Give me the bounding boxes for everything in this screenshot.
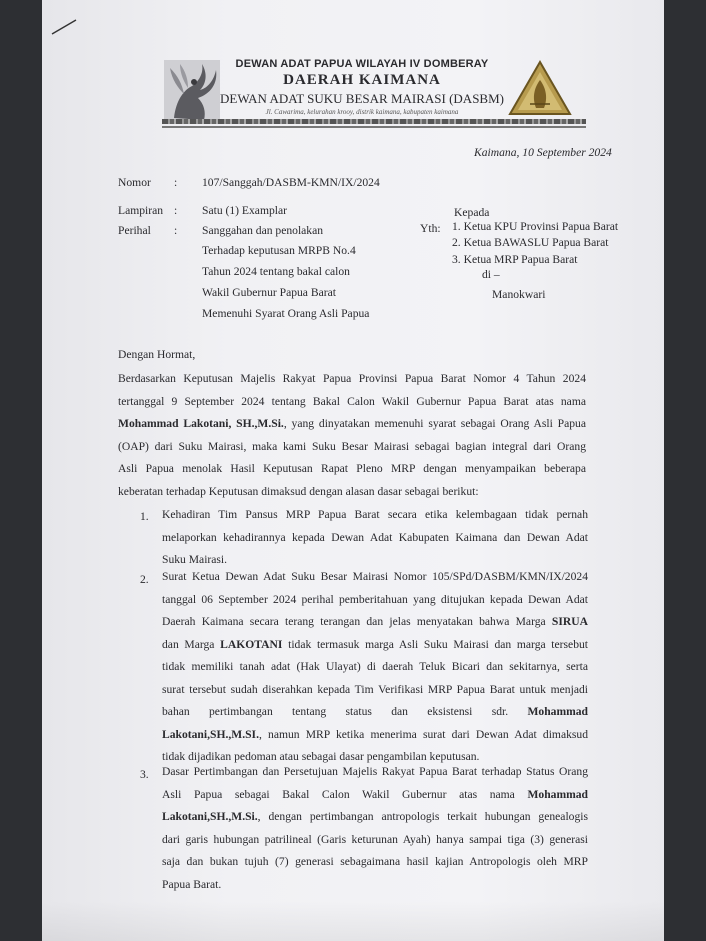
text-line: tidak memiliki tanah adat (Hak Ulayat) di daerah Teluk Bicari dan sekitarnya, serta [162,660,588,673]
text-line: Lakotani,SH.,M.SI., namun MRP ketika menerima surat dari Dewan Adat dimaksud [162,727,588,741]
letterhead-line-2: DAERAH KAIMANA [283,72,441,88]
point-1-paragraph [162,504,588,572]
candidate-name: Lakotani,SH.,M.Si. [162,810,258,823]
letter-date: Kaimana, 10 September 2024 [474,146,612,159]
text-line: Asli Papua menolak Hasil Keputusan Rapat Pleno MRP dengan menyampaikan beberapa [118,462,586,475]
text-line: Surat Ketua Dewan Adat Suku Besar Mairasi Nomor 105/SPd/DASBM/KMN/IX/2024 [162,570,588,583]
point-number: 2. [140,573,149,586]
triangle-emblem-icon [508,60,572,116]
lampiran-label: Lampiran [118,204,164,217]
candidate-name: Lakotani,SH.,M.SI. [162,727,259,741]
text-line: keberatan terhadap Keputusan dimaksud dengan alasan dasar sebagai berikut: [118,484,479,498]
perihal-colon: : [174,224,178,237]
text-line: dari garis hubungan patrilineal (Garis keturunan Ayah) hanya sampai tiga (3) generasi [162,832,588,846]
point-2-paragraph [162,566,588,769]
text-line: Lakotani,SH.,M.Si., dengan pertimbangan antropologis terkait hubungan genealogis [162,810,588,823]
marga-sirua: SIRUA [551,615,588,628]
text-line: Suku Mairasi. [162,553,228,566]
recipient-di: di – [482,268,500,281]
text-line: surat tersebut sudah diserahkan kepada Tim Verifikasi MRP Papua Barat untuk menjadi [162,682,588,696]
pen-stroke-mark [50,10,80,40]
text-line: Berdasarkan Keputusan Majelis Rakyat Papua Provinsi Papua Barat Nomor 4 Tahun 2024 [118,372,586,385]
point-number: 1. [140,510,149,523]
letterhead-line-1: DEWAN ADAT PAPUA WILAYAH IV DOMBERAY [235,58,489,70]
perihal-line: Terhadap keputusan MRPB No.4 [202,244,356,257]
text-line: Dasar Pertimbangan dan Persetujuan Majelis Rakyat Papua Barat terhadap Status Orang [162,765,588,778]
letter-page [42,0,664,941]
nomor-label: Nomor [118,176,151,189]
text-line: saja dan bukan tujuh (7) generasi sebagaimana hasil kajian Antropologis oleh MRP [162,855,588,868]
text-line: Asli Papua sebagai Bakal Calon Wakil Gubernur atas nama Mohammad [162,787,588,801]
intro-paragraph [118,368,586,503]
letterhead-line-3: DEWAN ADAT SUKU BESAR MAIRASI (DASBM) [220,91,504,106]
nomor-colon: : [174,176,178,189]
yth-label: Yth: [420,222,441,235]
kepada-label: Kepada [454,206,490,219]
text-line: Daerah Kaimana secara terang terangan dan jelas menyatakan bahwa Marga SIRUA [162,615,588,628]
text-line: Kehadiran Tim Pansus MRP Papua Barat secara etika kelembagaan tidak pernah [162,508,588,521]
point-number: 3. [140,768,149,781]
recipient-item: 1. Ketua KPU Provinsi Papua Barat [452,220,619,233]
lampiran-colon: : [174,204,178,217]
candidate-name: Mohammad [527,705,588,718]
letterhead-divider [162,126,586,128]
greeting: Dengan Hormat, [118,348,196,361]
recipient-item: 3. Ketua MRP Papua Barat [452,253,578,266]
lampiran-value: Satu (1) Examplar [202,204,287,217]
perihal-line: Memenuhi Syarat Orang Asli Papua [202,307,370,320]
recipient-place: Manokwari [492,288,546,301]
recipient-item: 2. Ketua BAWASLU Papua Barat [452,236,609,249]
perihal-line: Sanggahan dan penolakan [202,224,324,237]
text-line: tidak dijadikan pedoman atau sebagai dasar pengambilan keputusan. [162,750,480,763]
candidate-name: Mohammad [527,787,588,801]
text-line: tertanggal 9 September 2024 tentang Bakal Calon Wakil Gubernur Papua Barat atas nama [118,394,586,408]
point-3-paragraph [162,761,588,896]
marga-lakotani: LAKOTANI [220,637,283,651]
text-line: bahan pertimbangan tentang status dan eksistensi sdr. Mohammad [162,705,588,718]
letterhead-address: Jl. Cawarima, kelurahan krooy, distrik kaimana, kabupaten kaimana [265,108,459,116]
text-line: tanggal 06 September 2024 perihal pemberitahuan yang ditujukan kepada Dewan Adat [162,592,588,606]
text-line: Papua Barat. [162,877,222,891]
perihal-label: Perihal [118,224,151,237]
perihal-line: Tahun 2024 tentang bakal calon [202,265,350,278]
text-line: Mohammad Lakotani, SH.,M.Si., yang dinyatakan memenuhi syarat sebagai Orang Asli Papua [118,417,586,430]
text-line: melaporkan kehadirannya kepada Dewan Adat Kabupaten Kaimana dan Dewan Adat [162,530,588,544]
letterhead-pattern-rule [162,119,586,124]
perihal-line: Wakil Gubernur Papua Barat [202,286,336,299]
nomor-value: 107/Sanggah/DASBM-KMN/IX/2024 [202,176,380,189]
candidate-name: Mohammad Lakotani, SH.,M.Si. [118,417,284,430]
page-shadow [42,901,664,941]
text-line: (OAP) dari Suku Mairasi, maka kami Suku Besar Mairasi sebagai bagian integral dari Orang [118,439,586,453]
text-line: dan Marga LAKOTANI tidak termasuk marga Asli Suku Mairasi dan marga tersebut [162,637,589,651]
